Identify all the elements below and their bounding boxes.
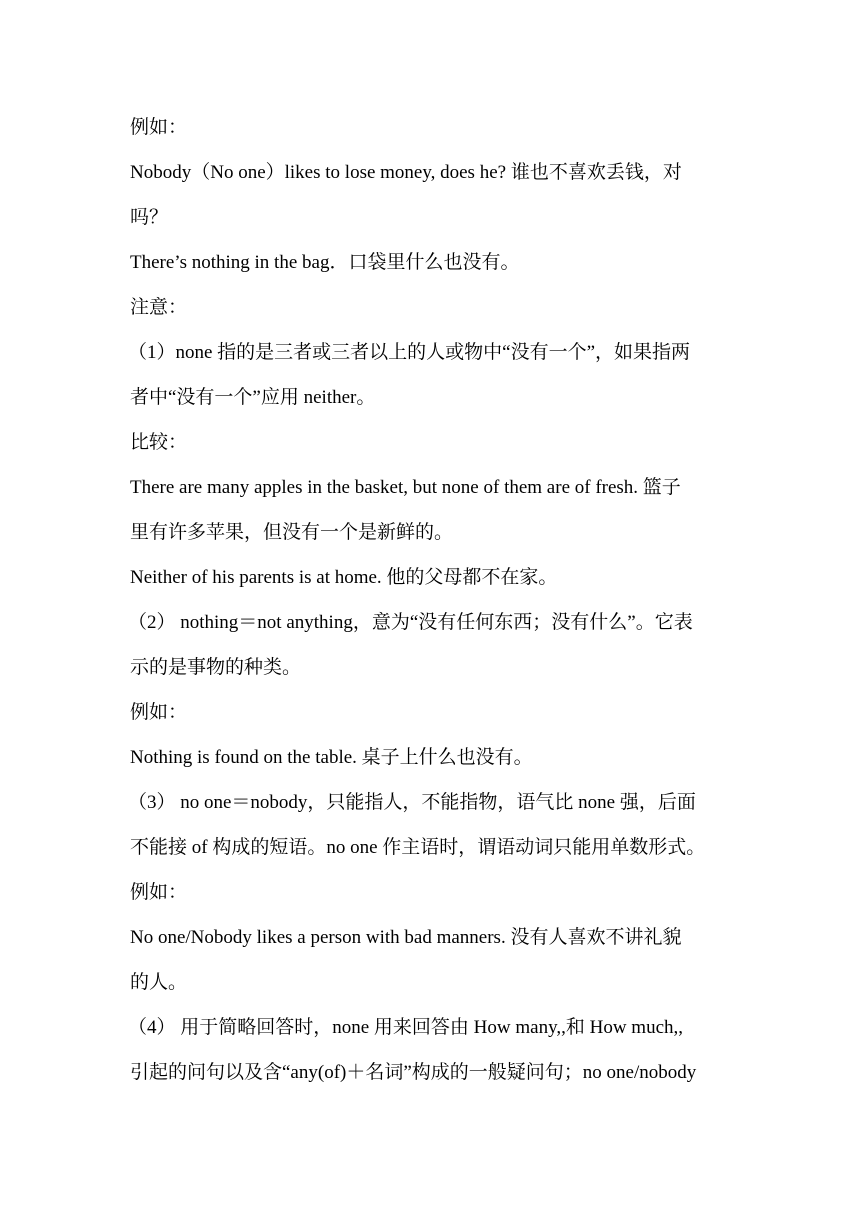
text-line: （1）none 指的是三者或三者以上的人或物中“没有一个”，如果指两	[128, 342, 691, 363]
text-line: 例如：	[130, 702, 188, 723]
text-line: 引起的问句以及含“any(of)＋名词”构成的一般疑问句；no one/nobody	[130, 1062, 697, 1083]
text-line: No one/Nobody likes a person with bad manners. 没有人喜欢不讲礼貌	[130, 927, 682, 948]
text-line: Nothing is found on the table. 桌子上什么也没有。	[130, 747, 533, 768]
text-line: 吗？	[130, 207, 169, 228]
text-line: Neither of his parents is at home. 他的父母都不在家。	[130, 567, 558, 588]
text-line: 例如：	[130, 882, 188, 903]
text-line: （3） no one＝nobody，只能指人，不能指物，语气比 none 强，后面	[128, 792, 696, 813]
text-line: 里有许多苹果，但没有一个是新鲜的。	[130, 522, 454, 543]
text-line: （2） nothing＝not anything，意为“没有任何东西；没有什么”。它表	[128, 612, 693, 633]
text-line: 比较：	[130, 432, 188, 453]
text-line: 者中“没有一个”应用 neither。	[130, 387, 376, 408]
text-line: 的人。	[130, 972, 188, 993]
text-line: （4） 用于简略回答时，none 用来回答由 How many,,和 How much,,	[128, 1017, 684, 1038]
text-line: There’s nothing in the bag．口袋里什么也没有。	[130, 252, 520, 273]
text-line: 不能接 of 构成的短语。no one 作主语时，谓语动词只能用单数形式。	[130, 837, 706, 858]
text-line: 注意：	[130, 297, 188, 318]
text-line: 例如：	[130, 117, 188, 138]
text-line: Nobody（No one）likes to lose money, does he? 谁也不喜欢丢钱，对	[130, 162, 682, 183]
text-line: 示的是事物的种类。	[130, 657, 302, 678]
text-line: There are many apples in the basket, but none of them are of fresh. 篮子	[130, 477, 681, 498]
